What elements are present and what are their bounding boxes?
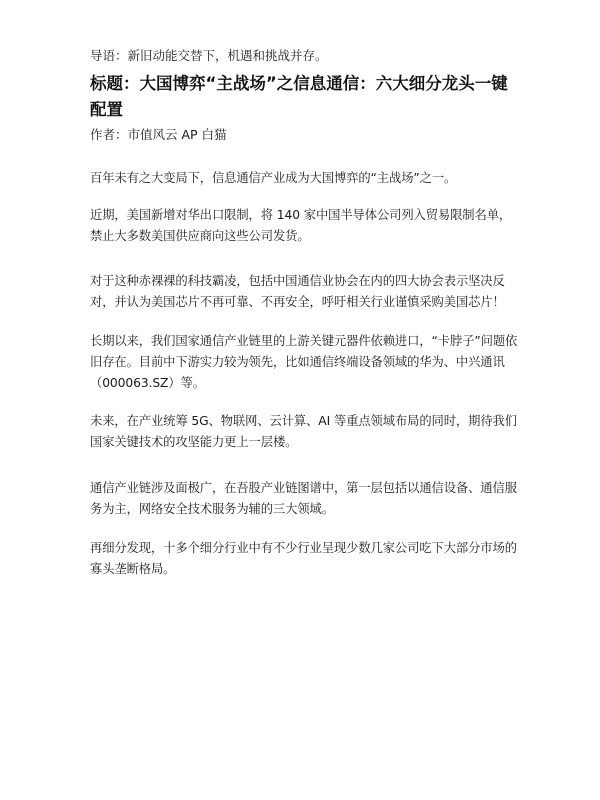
- paragraph: 百年未有之大变局下，信息通信产业成为大国博弈的“主战场”之一。: [90, 171, 457, 185]
- paragraph: 长期以来，我们国家通信产业链里的上游关键元器件依赖进口，“卡脖子”问题依旧存在。目前中下游实力较为领先，比如通信终端设备领域的华为、中兴通讯（000063.SZ）等。: [90, 334, 518, 390]
- article-lead: 导语：新旧动能交替下，机遇和挑战并存。: [90, 48, 328, 63]
- paragraph: 再细分发现，十多个细分行业中有不少行业呈现少数几家公司吃下大部分市场的寡头垄断格局。: [90, 541, 517, 576]
- article-author: 作者：市值风云 AP 白猫: [90, 127, 227, 142]
- paragraph: 通信产业链涉及面极广，在吾股产业链图谱中，第一层包括以通信设备、通信服务为主，网络安全技术服务为辅的三大领域。: [90, 481, 517, 516]
- paragraph: 未来，在产业统筹 5G、物联网、云计算、AI 等重点领域布局的同时，期待我们国家关键技术的攻坚能力更上一层楼。: [90, 414, 517, 449]
- paragraph: 对于这种赤裸裸的科技霸凌，包括中国通信业协会在内的四大协会表示坚决反对，并认为美国芯片不再可靠、不再安全，呼吁相关行业谨慎采购美国芯片！: [90, 274, 505, 309]
- article-title: 标题：大国博弈“主战场”之信息通信：六大细分龙头一键配置: [90, 74, 508, 119]
- paragraph: 近期，美国新增对华出口限制，将 140 家中国半导体公司列入贸易限制名单，禁止大多数美国供应商向这些公司发货。: [90, 208, 512, 243]
